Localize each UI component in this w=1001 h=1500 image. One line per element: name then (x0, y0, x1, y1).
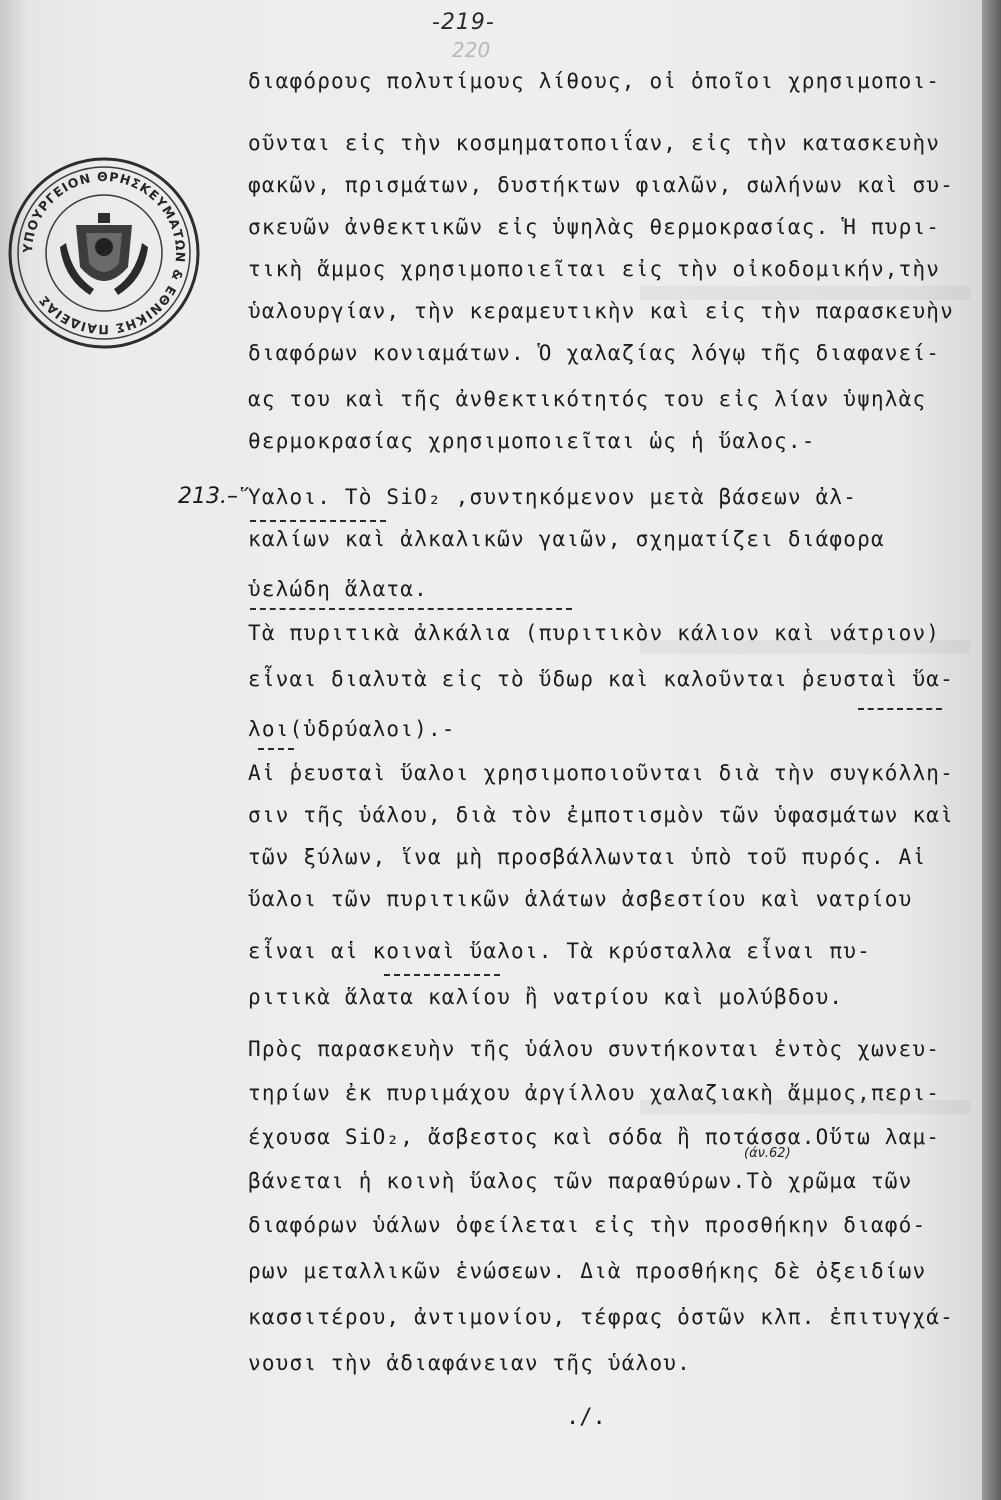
section-line-6: λοι(ὑδρύαλοι).- (248, 717, 456, 741)
section-line-7: Αἱ ῥευσταὶ ὕαλοι χρησιμοποιοῦνται διὰ τὴν συγκόλλη- (248, 761, 954, 785)
section-line-8: σιν τῆς ὑάλου, διὰ τὸν ἐμποτισμὸν τῶν ὑφασμάτων καὶ (248, 803, 954, 827)
section-line-14: τηρίων ἐκ πυριμάχου ἀργίλλου χαλαζιακὴ ἄμμος,περι- (248, 1081, 941, 1105)
section-line-15: έχουσα SiO₂, ἄσβεστος καὶ σόδα ἢ ποτάσσα.Οὕτω λαμ- (248, 1125, 941, 1149)
text-line-3: φακῶν, πρισμάτων, δυστήκτων φιαλῶν, σωλήνων καὶ συ- (248, 173, 954, 197)
section-line-19: κασσιτέρου, ἀντιμονίου, τέφρας ὀστῶν κλπ. ἐπιτυγχά- (248, 1305, 954, 1329)
section-line-1: Ὕαλοι. Τὸ SiO₂ ,συντηκόμενον μετὰ βάσεων ἀλ- (248, 485, 858, 509)
text-line-1: διαφόρους πολυτίμους λίθους, οἱ ὁποῖοι χρησιμοποι- (248, 69, 941, 93)
section-line-17: διαφόρων ὑάλων ὀφείλεται εἰς τὴν προσθήκην διαφό- (248, 1213, 927, 1237)
section-line-13: Πρὸς παρασκευὴν τῆς ὑάλου συντήκονται ἐντὸς χωνευ- (248, 1037, 941, 1061)
underline-koinai (384, 974, 500, 976)
section-line-12: ριτικὰ ἅλατα καλίου ἢ νατρίου καὶ μολύβδου. (248, 985, 844, 1009)
handwritten-annotation: (άν.62) (744, 1146, 791, 1161)
underline-yelodi-alata (250, 608, 572, 610)
section-line-5: εἶναι διαλυτὰ εἰς τὸ ὕδωρ καὶ καλοῦνται ῥευσταὶ ὕα- (248, 667, 954, 691)
text-line-4: σκευῶν ἀνθεκτικῶν εἰς ὑψηλὰς θερμοκρασίας. Ἡ πυρι- (248, 215, 941, 239)
text-line-8: ας του καὶ τῆς ἀνθεκτικότητός του εἰς λίαν ὑψηλὰς (248, 387, 927, 411)
page-binding-edge (982, 0, 1001, 1500)
section-line-2: καλίων καὶ ἀλκαλικῶν γαιῶν, σχηματίζει διάφορα (248, 527, 885, 551)
section-line-11: εἶναι αἱ κοιναὶ ὕαλοι. Τὰ κρύσταλλα εἶναι πυ- (248, 939, 871, 963)
underline-yaloi (250, 520, 386, 522)
bleed-through-shade (640, 286, 970, 300)
section-number: 213.– (178, 484, 238, 509)
section-line-16: βάνεται ἡ κοινὴ ὕαλος τῶν παραθύρων.Τὸ χρῶμα τῶν (248, 1169, 913, 1193)
text-line-7: διαφόρων κονιαμάτων. Ὁ χαλαζίας λόγῳ τῆς διαφανεί- (248, 341, 941, 365)
bleed-through-shade (640, 640, 970, 654)
underline-loi (258, 748, 294, 750)
page-number: -219- (432, 10, 495, 35)
underline-reustai-ya (858, 708, 942, 710)
section-line-10: ὕαλοι τῶν πυριτικῶν ἁλάτων ἀσβεστίου καὶ νατρίου (248, 887, 913, 911)
stamp-ring-text: ΥΠΟΥΡΓΕΙΟΝ ΘΡΗΣΚΕΥΜΑΤΩΝ & ΕΘΝΙΚΗΣ ΠΑΙΔΕΙΑΣ (19, 168, 189, 338)
section-line-4: Τὰ πυριτικὰ ἀλκάλια (πυριτικὸν κάλιον καὶ νάτριον) (248, 621, 941, 645)
text-line-9: θερμοκρασίας χρησιμοποιεῖται ὡς ἡ ὕαλος.- (248, 429, 816, 453)
section-line-20: νουσι τὴν ἀδιαφάνειαν τῆς ὑάλου. (248, 1351, 691, 1375)
section-line-3: ὑελώδη ἅλατα. (248, 577, 428, 601)
section-line-18: ρων μεταλλικῶν ἑνώσεων. Διὰ προσθήκης δὲ ὀξειδίων (248, 1259, 927, 1283)
section-line-9: τῶν ξύλων, ἵνα μὴ προσβάλλωνται ὑπὸ τοῦ πυρός. Αἱ (248, 845, 927, 869)
text-line-5: τικὴ ἄμμος χρησιμοποιεῖται εἰς τὴν οἰκοδομικήν,τὴν (248, 257, 941, 281)
text-line-2: οῦνται εἰς τὴν κοσμηματοποιΐαν, εἰς τὴν κατασκευὴν (248, 131, 941, 155)
coat-of-arms-icon (60, 213, 148, 295)
text-line-6: ὑαλουργίαν, τὴν κεραμευτικὴν καὶ εἰς τὴν παρασκευὴν (248, 299, 954, 323)
bleed-through-shade (640, 1100, 970, 1114)
ministry-seal-stamp (6, 155, 202, 351)
end-mark: ./. (566, 1405, 606, 1430)
ghost-page-number: 220 (452, 38, 491, 62)
